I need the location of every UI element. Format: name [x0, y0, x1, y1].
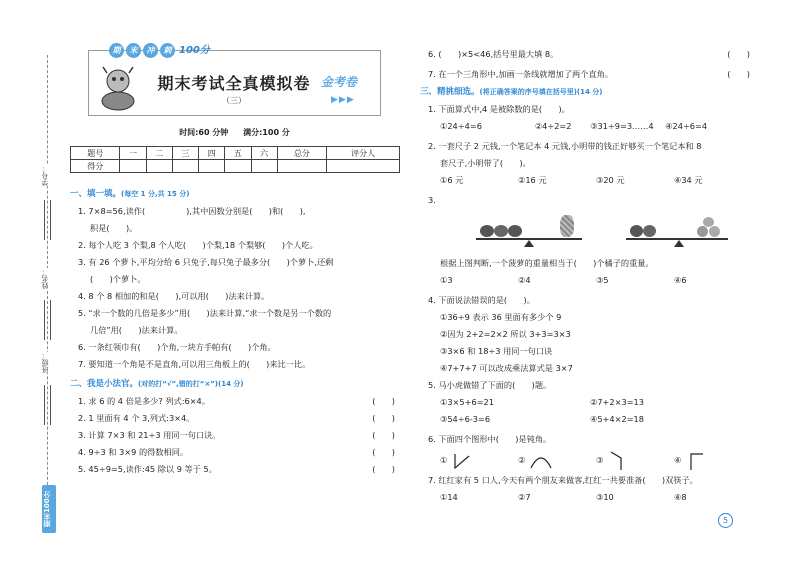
tag-char: 冲	[143, 43, 158, 58]
choice-option[interactable]: ②4÷2=2	[534, 121, 572, 131]
score-cell[interactable]	[225, 160, 251, 173]
exam-time: 时间:60 分钟	[179, 128, 229, 137]
choice-options	[420, 489, 760, 506]
judge-question	[420, 66, 760, 83]
page-number: 5	[718, 513, 733, 528]
choice-option[interactable]: ③5	[596, 275, 609, 285]
answer-paren[interactable]: ( )	[372, 464, 395, 474]
score-cell[interactable]	[277, 160, 326, 173]
section3-title-text: 三、精挑细选。	[420, 87, 480, 97]
choice-option[interactable]: ④7+7+7 可以改成乘法算式是 3×7	[440, 363, 573, 373]
tag-char: 末	[126, 43, 141, 58]
choice-options	[420, 118, 760, 135]
name-label: 姓名：	[41, 268, 49, 289]
choice-option[interactable]: ④24÷6=4	[665, 121, 708, 131]
section2-title-text: 二、我是小法官。	[70, 379, 139, 389]
choice-option[interactable]: ②4	[518, 275, 531, 285]
score-header-cell: 二	[146, 147, 172, 160]
judge-question-text: 3. 计算 7×3 和 21÷3 用同一句口诀。	[78, 430, 221, 440]
score-table-header-row	[71, 147, 400, 160]
judge-question-text: 7. 在一个三角形中,加画一条线就增加了两个直角。	[428, 69, 613, 79]
angle-option[interactable]	[518, 448, 596, 472]
apple-icon	[508, 225, 522, 237]
score-header-cell: 六	[251, 147, 277, 160]
answer-paren[interactable]: ( )	[727, 69, 750, 79]
fill-question-cont: 积是( )。	[90, 223, 138, 233]
angle-figures	[420, 448, 760, 472]
score-table	[70, 146, 400, 173]
score-row-label: 得分	[71, 160, 120, 173]
angle-figure-icon	[607, 450, 631, 470]
answer-paren[interactable]: ( )	[372, 430, 395, 440]
choice-option[interactable]: ①3×5+6=21	[440, 397, 494, 407]
section1-title-text: 一、填一填。	[70, 189, 122, 199]
answer-paren[interactable]: ( )	[372, 447, 395, 457]
score-header-cell: 五	[225, 147, 251, 160]
choice-option[interactable]: ③54÷6-3=6	[440, 414, 491, 424]
choice-option[interactable]: ①3	[440, 275, 453, 285]
tag-char: 刺	[160, 43, 175, 58]
section2-title	[70, 375, 405, 393]
choice-option[interactable]: ④6	[674, 275, 687, 285]
apple-icon	[643, 225, 656, 237]
choice-question: 6. 下面四个图形中( )是钝角。	[428, 434, 552, 444]
choice-option[interactable]: ①14	[440, 492, 458, 502]
brand-vertical-logo: 期末100分	[42, 485, 56, 533]
balance-picture	[468, 211, 760, 251]
choice-option[interactable]: ①6 元	[440, 175, 464, 185]
answer-paren[interactable]: ( )	[372, 413, 395, 423]
choice-option[interactable]: ④5+4×2=18	[590, 414, 644, 424]
banner-tag	[109, 43, 212, 59]
choice-option[interactable]: ③31÷9=3……4	[590, 121, 654, 131]
judge-question-text: 1. 求 6 的 4 倍是多少? 列式:6×4。	[78, 396, 210, 406]
section1-note: (每空 1 分,共 15 分)	[121, 190, 190, 198]
choice-question: 7. 红红家有 5 口人,今天有两个朋友来做客,红红一共要准备( )双筷子。	[428, 475, 698, 485]
choice-option[interactable]: ②16 元	[518, 175, 547, 185]
score-header-cell: 三	[172, 147, 198, 160]
student-id-label: 学号：	[41, 165, 49, 186]
option-label: ①	[440, 455, 448, 465]
score-cell[interactable]	[120, 160, 146, 173]
choice-options	[420, 272, 760, 289]
judge-question	[70, 461, 405, 478]
tag-score: 100分	[179, 45, 210, 56]
mascot-icon	[93, 65, 143, 111]
exam-score: 满分:100 分	[243, 128, 290, 137]
score-cell[interactable]	[199, 160, 225, 173]
choice-options	[420, 309, 760, 377]
arrow-icons: ▶▶▶	[331, 95, 355, 105]
answer-paren[interactable]: ( )	[727, 49, 750, 59]
student-id-field[interactable]	[44, 200, 51, 240]
section1-title	[70, 185, 405, 203]
score-cell[interactable]	[172, 160, 198, 173]
judge-question	[70, 410, 405, 427]
orange-icon	[697, 226, 708, 237]
fill-question: 4. 8 个 8 相加的和是( ),可以用( )法来计算。	[78, 291, 270, 301]
section3-note: (将正确答案的序号填在括号里)(14 分)	[479, 88, 603, 96]
exam-banner	[88, 45, 381, 116]
option-label: ④	[674, 455, 682, 465]
class-label: 班级：	[41, 352, 49, 373]
score-cell[interactable]	[251, 160, 277, 173]
choice-option[interactable]: ③10	[596, 492, 614, 502]
angle-figure-icon	[451, 450, 475, 470]
orange-icon	[709, 226, 720, 237]
scale-fulcrum	[524, 240, 534, 247]
score-cell[interactable]	[327, 160, 400, 173]
judge-question-text: 5. 45÷9=5,读作:45 除以 9 等于 5。	[78, 464, 217, 474]
option-label: ③	[596, 455, 604, 465]
score-header-cell: 总分	[277, 147, 326, 160]
choice-options	[420, 394, 760, 428]
choice-question: 5. 马小虎做错了下面的( )题。	[428, 380, 552, 390]
arc-figure-icon	[529, 450, 553, 470]
judge-question-text: 4. 9÷3 和 3×9 的得数相同。	[78, 447, 189, 457]
choice-question: 2. 一套尺子 2 元钱,一个笔记本 4 元钱,小明带的钱正好够买一个笔记本和 8	[428, 141, 702, 151]
left-column	[70, 185, 405, 478]
apple-icon	[630, 225, 643, 237]
score-cell[interactable]	[146, 160, 172, 173]
choice-option[interactable]: ④34 元	[674, 175, 703, 185]
brand-logo: 金考卷	[321, 75, 358, 89]
exam-title: 期末考试全真模拟卷	[157, 74, 311, 93]
choice-question-cont: 套尺子,小明带了( )。	[440, 158, 531, 168]
fill-question: 3. 有 26 个萝卜,平均分给 6 只兔子,每只兔子最多分( )个萝卜,还剩	[78, 257, 334, 267]
judge-question-text: 2. 1 里面有 4 个 3,列式:3×4。	[78, 413, 195, 423]
score-header-cell: 题号	[71, 147, 120, 160]
exam-subtitle: （三）	[222, 96, 246, 105]
fill-question: 5. “求一个数的几倍是多少”用( )法来计算,“求一个数是另一个数的	[78, 308, 332, 318]
right-angle-figure-icon	[685, 450, 709, 470]
choice-question: 4. 下面说法错误的是( )。	[428, 295, 535, 305]
angle-option[interactable]	[440, 448, 518, 472]
option-label: ②	[518, 455, 526, 465]
apple-icon	[494, 225, 508, 237]
choice-option[interactable]: ②7	[518, 492, 531, 502]
fill-question: 2. 每个人吃 3 个梨,8 个人吃( )个梨,18 个梨够( )个人吃。	[78, 240, 318, 250]
score-header-cell: 评分人	[327, 147, 400, 160]
judge-question	[70, 427, 405, 444]
fill-question: 7. 要知道一个角是不是直角,可以用三角板上的( )来比一比。	[78, 359, 311, 369]
choice-option[interactable]: ③3×6 和 18÷3 用同一句口诀	[440, 346, 553, 356]
fill-question-cont: 几倍”用( )法来计算。	[90, 325, 183, 335]
choice-question-desc: 根据上图判断,一个菠萝的重量相当于( )个橘子的重量。	[440, 258, 654, 268]
judge-question	[70, 393, 405, 410]
fill-question: 1. 7×8=56,读作( ),其中因数分别是( )和( ),	[78, 206, 306, 216]
choice-option[interactable]: ①24÷4=6	[440, 121, 482, 131]
name-field[interactable]	[44, 300, 51, 340]
choice-option[interactable]: ①36÷9 表示 36 里面有多少个 9	[440, 312, 562, 322]
angle-option[interactable]	[596, 448, 674, 472]
binding-dashed-line	[47, 55, 48, 525]
score-header-cell: 一	[120, 147, 146, 160]
pineapple-icon	[560, 215, 574, 237]
tag-char: 期	[109, 43, 124, 58]
scale-fulcrum	[674, 240, 684, 247]
choice-option[interactable]: ②因为 2+2=2×2 所以 3+3=3×3	[440, 329, 571, 339]
choice-option[interactable]: ②7+2×3=13	[590, 397, 644, 407]
judge-question-text: 6. ( )×5<46,括号里最大填 8。	[428, 49, 559, 59]
exam-info	[88, 127, 381, 138]
binding-strip	[0, 0, 62, 577]
choice-option[interactable]: ④8	[674, 492, 687, 502]
section2-note: (对的打“√”,错的打“×”)(14 分)	[138, 380, 244, 388]
choice-question: 3.	[428, 195, 436, 205]
judge-question	[70, 444, 405, 461]
apple-icon	[480, 225, 494, 237]
score-header-cell: 四	[199, 147, 225, 160]
right-column	[420, 46, 760, 506]
choice-option[interactable]: ③20 元	[596, 175, 625, 185]
angle-option[interactable]	[674, 448, 752, 472]
section3-title	[420, 83, 760, 101]
score-table-score-row	[71, 160, 400, 173]
answer-paren[interactable]: ( )	[372, 396, 395, 406]
choice-question: 1. 下面算式中,4 是被除数的是( )。	[428, 104, 570, 114]
fill-question-cont: ( )个萝卜。	[90, 274, 146, 284]
choice-options	[420, 172, 760, 189]
judge-question	[420, 46, 760, 63]
class-field[interactable]	[44, 385, 51, 425]
fill-question: 6. 一条红领巾有( )个角,一块方手帕有( )个角。	[78, 342, 276, 352]
